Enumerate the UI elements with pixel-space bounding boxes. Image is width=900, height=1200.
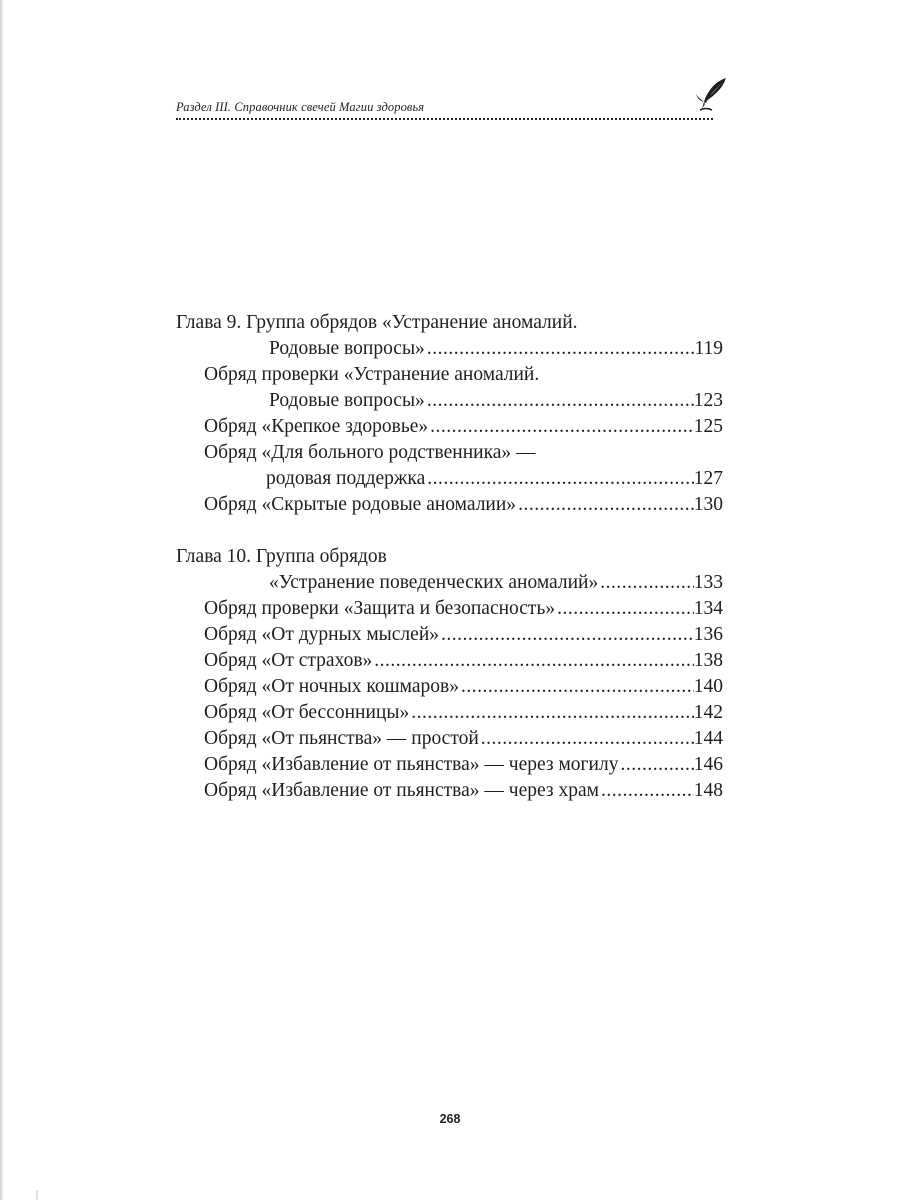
toc-leader-dots [479, 726, 694, 752]
toc-leader-dots [459, 674, 694, 700]
toc-entry-text: Обряд «От дурных мыслей» [204, 624, 439, 645]
toc-entry-text: родовая поддержка [266, 468, 426, 489]
toc-leader-dots [425, 336, 695, 362]
toc-page-number: 125 [693, 416, 723, 437]
toc-entry-cont [176, 466, 723, 492]
toc-chapter-10-title-cont [176, 570, 723, 596]
toc-leader-dots [425, 388, 694, 414]
toc-entry-text: Глава 10. Группа обрядов [176, 546, 387, 567]
toc-entry-text: Глава 9. Группа обрядов «Устранение аномалий. [176, 312, 578, 333]
toc-leader-dots [425, 466, 694, 492]
toc-entry [176, 414, 723, 440]
toc-entry-text: Обряд «Избавление от пьянства» — через храм [204, 780, 599, 801]
toc-entry-text: «Устранение поведенческих аномалий» [269, 572, 599, 593]
toc-entry [176, 648, 723, 674]
toc-entry-text: Обряд «Для больного родственника» — [204, 442, 536, 463]
toc-page-number: 127 [693, 468, 723, 489]
toc-page-number: 130 [693, 494, 723, 515]
toc-entry [176, 726, 723, 752]
toc-entry-text: Обряд «От пьянства» — простой [204, 728, 479, 749]
toc-leader-dots [598, 570, 694, 596]
toc-leader-dots [618, 752, 693, 778]
toc-chapter-10-title [176, 544, 723, 570]
toc-entry [176, 492, 723, 518]
toc-leader-dots [555, 596, 694, 622]
toc-page-number: 123 [693, 390, 723, 411]
toc-entry [176, 674, 723, 700]
toc-page-number: 133 [693, 572, 723, 593]
toc-entry-text: Обряд проверки «Устранение аномалий. [204, 364, 540, 385]
toc-leader-dots [599, 778, 694, 804]
toc-entry [176, 622, 723, 648]
toc-leader-dots [516, 492, 694, 518]
toc-page-number: 144 [693, 728, 723, 749]
toc-entry [176, 700, 723, 726]
toc-entry-text: Обряд «Скрытые родовые аномалии» [204, 494, 517, 515]
page-edge-shadow [0, 0, 4, 1200]
toc-entry [176, 362, 723, 388]
toc-entry-text: Родовые вопросы» [269, 338, 425, 359]
toc-chapter-9-title [176, 310, 723, 336]
toc-page-number: 136 [693, 624, 723, 645]
toc-leader-dots [428, 414, 694, 440]
page-number: 268 [439, 1112, 461, 1126]
toc-entry [176, 596, 723, 622]
running-head: Раздел III. Справочник свечей Магии здоровья [176, 100, 425, 114]
toc-entry-text: Обряд проверки «Защита и безопасность» [204, 598, 556, 619]
page-edge-mark [36, 1190, 38, 1200]
toc-page-number: 134 [693, 598, 723, 619]
table-of-contents [176, 310, 723, 804]
toc-entry-text: Обряд «От бессонницы» [204, 702, 410, 723]
toc-entry-text: Обряд «От страхов» [204, 650, 373, 671]
section-gap [176, 518, 723, 544]
toc-page-number: 138 [693, 650, 723, 671]
quill-pen-icon [690, 76, 730, 114]
toc-leader-dots [409, 700, 694, 726]
toc-entry-text: Родовые вопросы» [269, 390, 425, 411]
toc-page-number: 119 [694, 338, 723, 359]
toc-entry-text: Обряд «Избавление от пьянства» — через могилу [204, 754, 619, 775]
toc-entry [176, 778, 723, 804]
toc-chapter-9-title-cont [176, 336, 723, 362]
header-dotted-rule [176, 118, 713, 120]
toc-leader-dots [372, 648, 693, 674]
toc-entry [176, 440, 723, 466]
toc-entry-text: Обряд «Крепкое здоровье» [204, 416, 429, 437]
toc-leader-dots [439, 622, 694, 648]
toc-entry-text: Обряд «От ночных кошмаров» [204, 676, 459, 697]
toc-page-number: 148 [693, 780, 723, 801]
toc-page-number: 140 [693, 676, 723, 697]
toc-entry-cont [176, 388, 723, 414]
toc-page-number: 142 [693, 702, 723, 723]
toc-entry [176, 752, 723, 778]
toc-page-number: 146 [693, 754, 723, 775]
